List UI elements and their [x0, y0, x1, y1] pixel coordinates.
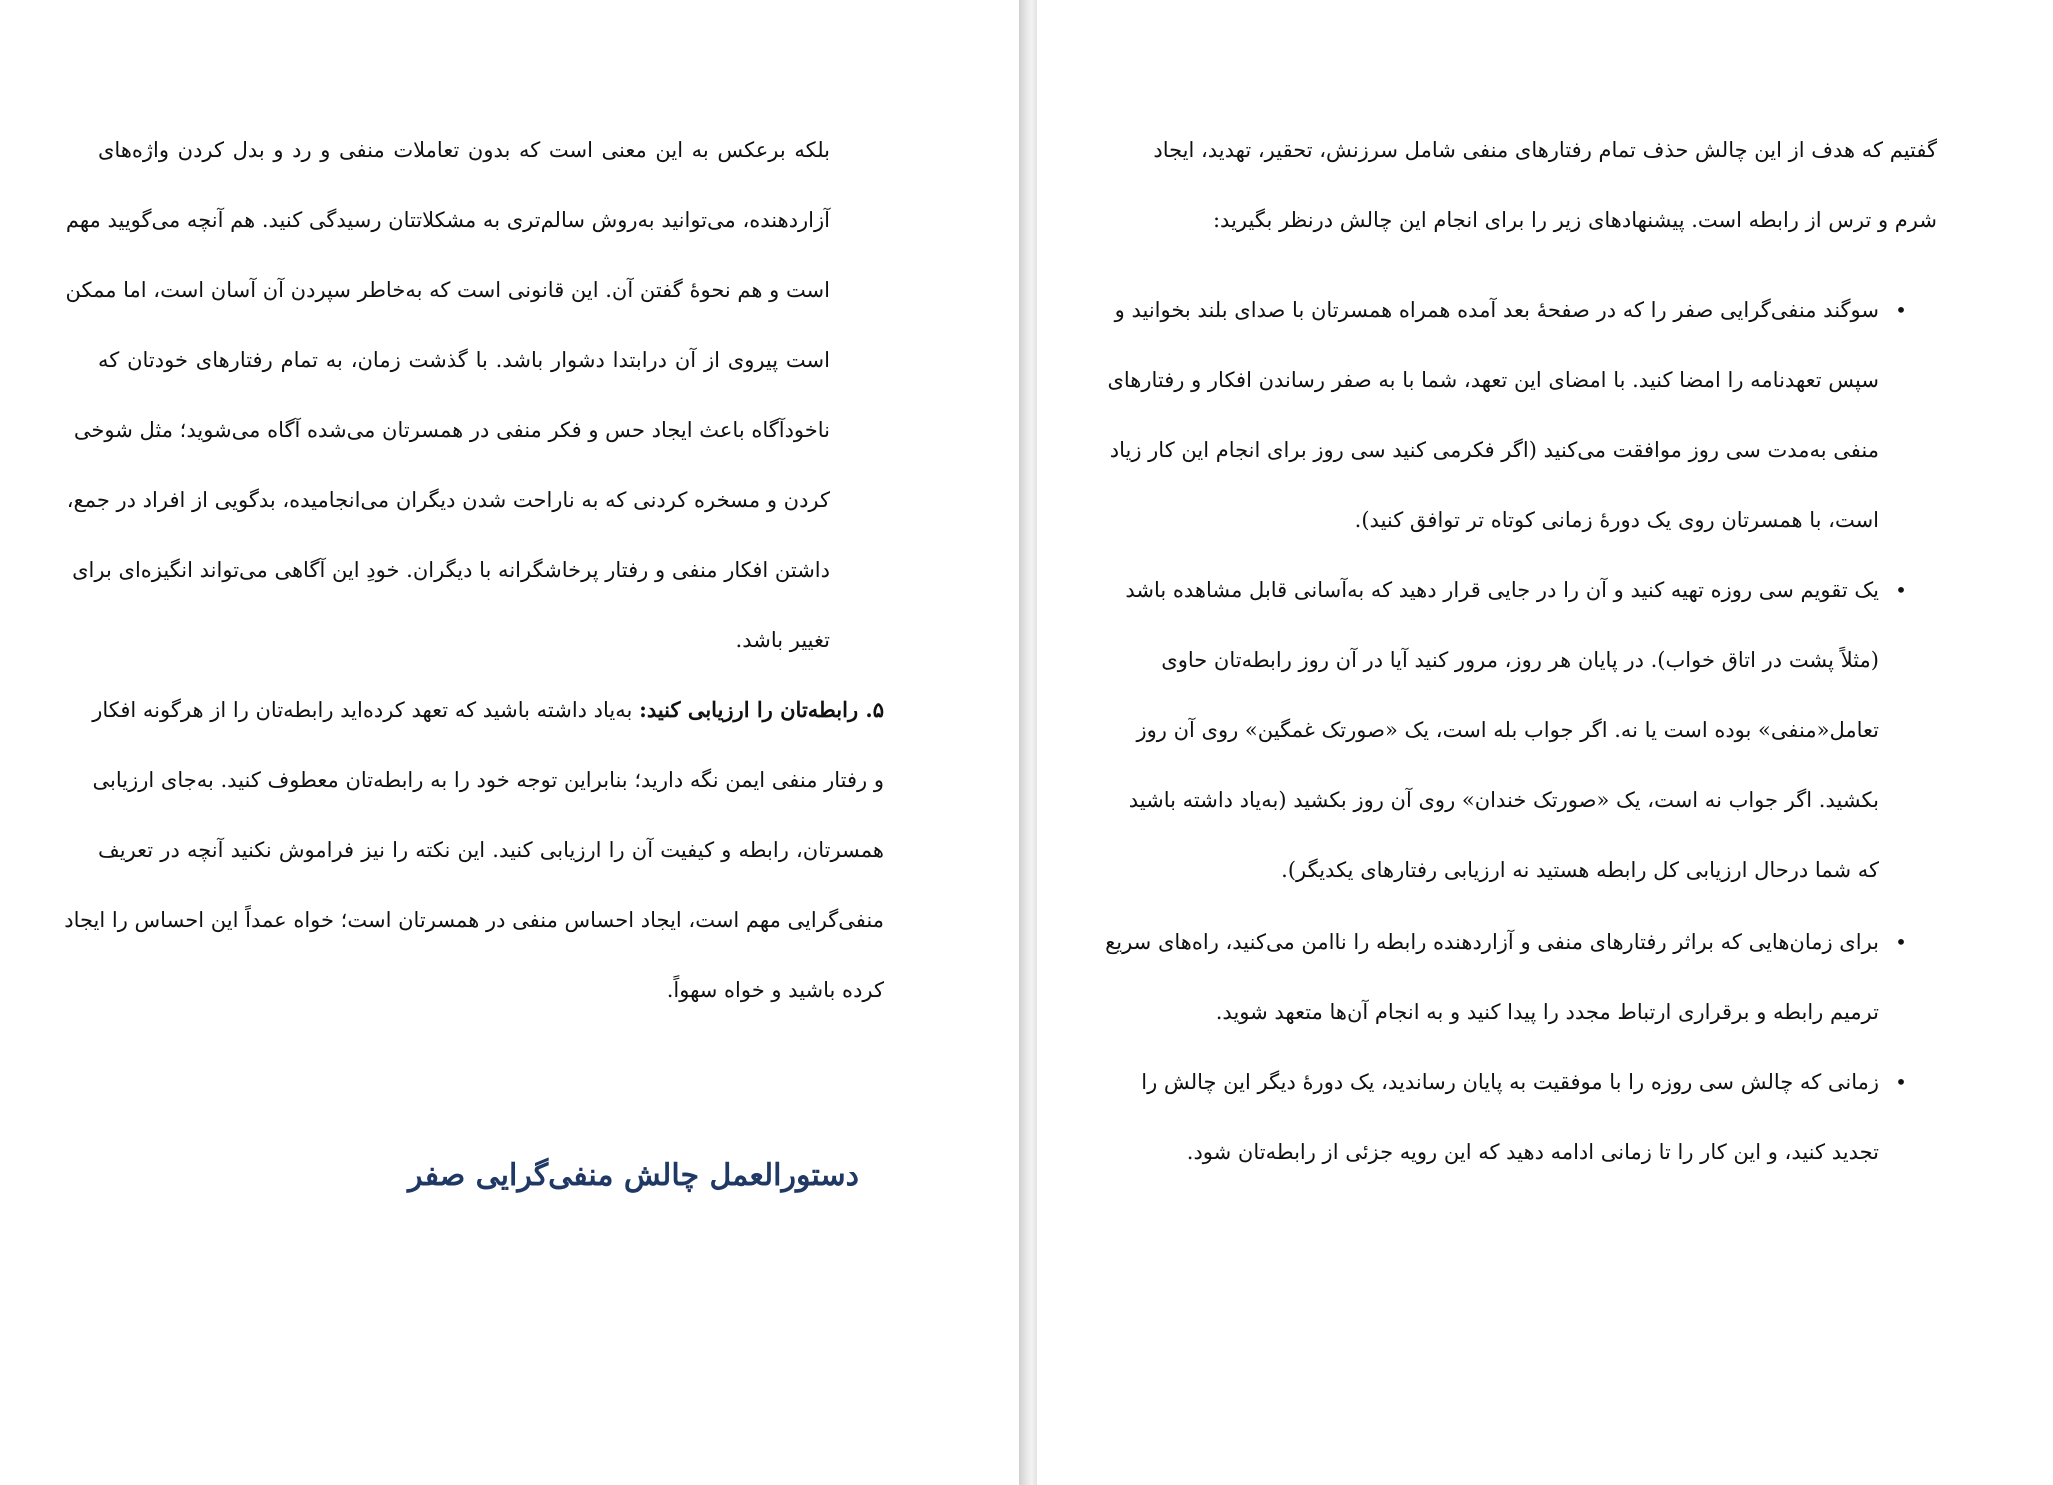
bullet-line: برای زمان‌هایی که براثر رفتارهای منفی و آزاردهنده رابطه را ناامن می‌کنید، راه‌های سریع — [1105, 930, 1879, 954]
paragraph-line: آزاردهنده، می‌توانید به‌روش سالم‌تری به مشکلاتتان رسیدگی کنید. هم آنچه می‌گویید مهم — [65, 208, 830, 232]
page-gutter — [1019, 0, 1037, 1485]
item5-heading: ۵. رابطه‌تان را ارزیابی کنید: — [639, 697, 884, 722]
paragraph-line: بلکه برعکس به این معنی است که بدون تعاملات منفی و رد و بدل کردن واژه‌های — [98, 138, 830, 162]
bullet-line: ترمیم رابطه و برقراری ارتباط مجدد را پیدا کنید و به انجام آن‌ها متعهد شوید. — [1215, 1000, 1879, 1024]
bullet-marker: • — [1895, 1070, 1907, 1094]
left-page — [0, 0, 1019, 1485]
section-heading: دستورالعمل چالش منفی‌گرایی صفر — [408, 1158, 859, 1193]
item5-first-line — [92, 690, 884, 730]
bullet-line: تجدید کنید، و این کار را تا زمانی ادامه دهید که این رویه جزئی از رابطه‌تان شود. — [1186, 1140, 1879, 1164]
bullet-line: بکشید. اگر جواب نه است، یک «صورتک خندان» روی آن روز بکشید (به‌یاد داشته باشید — [1128, 788, 1879, 812]
item5-line: منفی‌گرایی مهم است، ایجاد احساس منفی در همسرتان است؛ خواه عمداً این احساس را ایجاد — [64, 908, 884, 932]
item5-line: و رفتار منفی ایمن نگه دارید؛ بنابراین توجه خود را به رابطه‌تان معطوف کنید. به‌جای ارزیابی — [92, 768, 884, 792]
bullet-line: سوگند منفی‌گرایی صفر را که در صفحۀ بعد آمده همراه همسرتان با صدای بلند بخوانید و — [1114, 298, 1879, 322]
bullet-line: زمانی که چالش سی روزه را با موفقیت به پایان رساندید، یک دورۀ دیگر این چالش را — [1141, 1070, 1879, 1094]
bullet-line: (مثلاً پشت در اتاق خواب). در پایان هر روز، مرور کنید آیا در آن روز رابطه‌تان حاوی — [1161, 648, 1879, 672]
intro-line: گفتیم که هدف از این چالش حذف تمام رفتارهای منفی شامل سرزنش، تحقیر، تهدید، ایجاد — [1153, 138, 1937, 162]
paragraph-line: تغییر باشد. — [735, 628, 830, 652]
paragraph-line: داشتن افکار منفی و رفتار پرخاشگرانه با دیگران. خودِ این آگاهی می‌تواند انگیزه‌ای برای — [72, 558, 830, 582]
bullet-line: که شما درحال ارزیابی کل رابطه هستید نه ارزیابی رفتارهای یکدیگر). — [1281, 858, 1879, 882]
paragraph-line: است پیروی از آن درابتدا دشوار باشد. با گذشت زمان، به تمام رفتارهای خودتان که — [98, 348, 830, 372]
bullet-marker: • — [1895, 578, 1907, 602]
right-page — [1037, 0, 2053, 1485]
intro-line: شرم و ترس از رابطه است. پیشنهادهای زیر را برای انجام این چالش درنظر بگیرید: — [1212, 208, 1937, 232]
bullet-line: یک تقویم سی روزه تهیه کنید و آن را در جایی قرار دهید که به‌آسانی قابل مشاهده باشد — [1125, 578, 1879, 602]
paragraph-line: است و هم نحوۀ گفتن آن. این قانونی است که به‌خاطر سپردن آن آسان است، اما ممکن — [65, 278, 830, 302]
bullet-line: است، با همسرتان روی یک دورۀ زمانی کوتاه تر توافق کنید). — [1354, 508, 1879, 532]
item5-line: کرده باشید و خواه سهواً. — [666, 978, 884, 1002]
item5-first-line-text: به‌یاد داشته باشید که تعهد کرده‌اید رابطه‌تان را از هرگونه افکار — [92, 698, 640, 722]
bullet-marker: • — [1895, 930, 1907, 954]
item5-line: همسرتان، رابطه و کیفیت آن را ارزیابی کنید. این نکته را نیز فراموش نکنید آنچه در تعریف — [98, 838, 884, 862]
paragraph-line: کردن و مسخره کردنی که به ناراحت شدن دیگران می‌انجامیده، بدگویی از افراد در جمع، — [66, 488, 830, 512]
bullet-line: تعامل«منفی» بوده است یا نه. اگر جواب بله است، یک «صورتک غمگین» روی آن روز — [1136, 718, 1879, 742]
paragraph-line: ناخودآگاه باعث ایجاد حس و فکر منفی در همسرتان می‌شده آگاه می‌شوید؛ مثل شوخی — [73, 418, 830, 442]
bullet-line: سپس تعهدنامه را امضا کنید. با امضای این تعهد، شما با به صفر رساندن افکار و رفتارهای — [1107, 368, 1879, 392]
bullet-marker: • — [1895, 298, 1907, 322]
bullet-line: منفی به‌مدت سی روز موافقت می‌کنید (اگر فکرمی کنید سی روز برای انجام این کار زیاد — [1109, 438, 1879, 462]
